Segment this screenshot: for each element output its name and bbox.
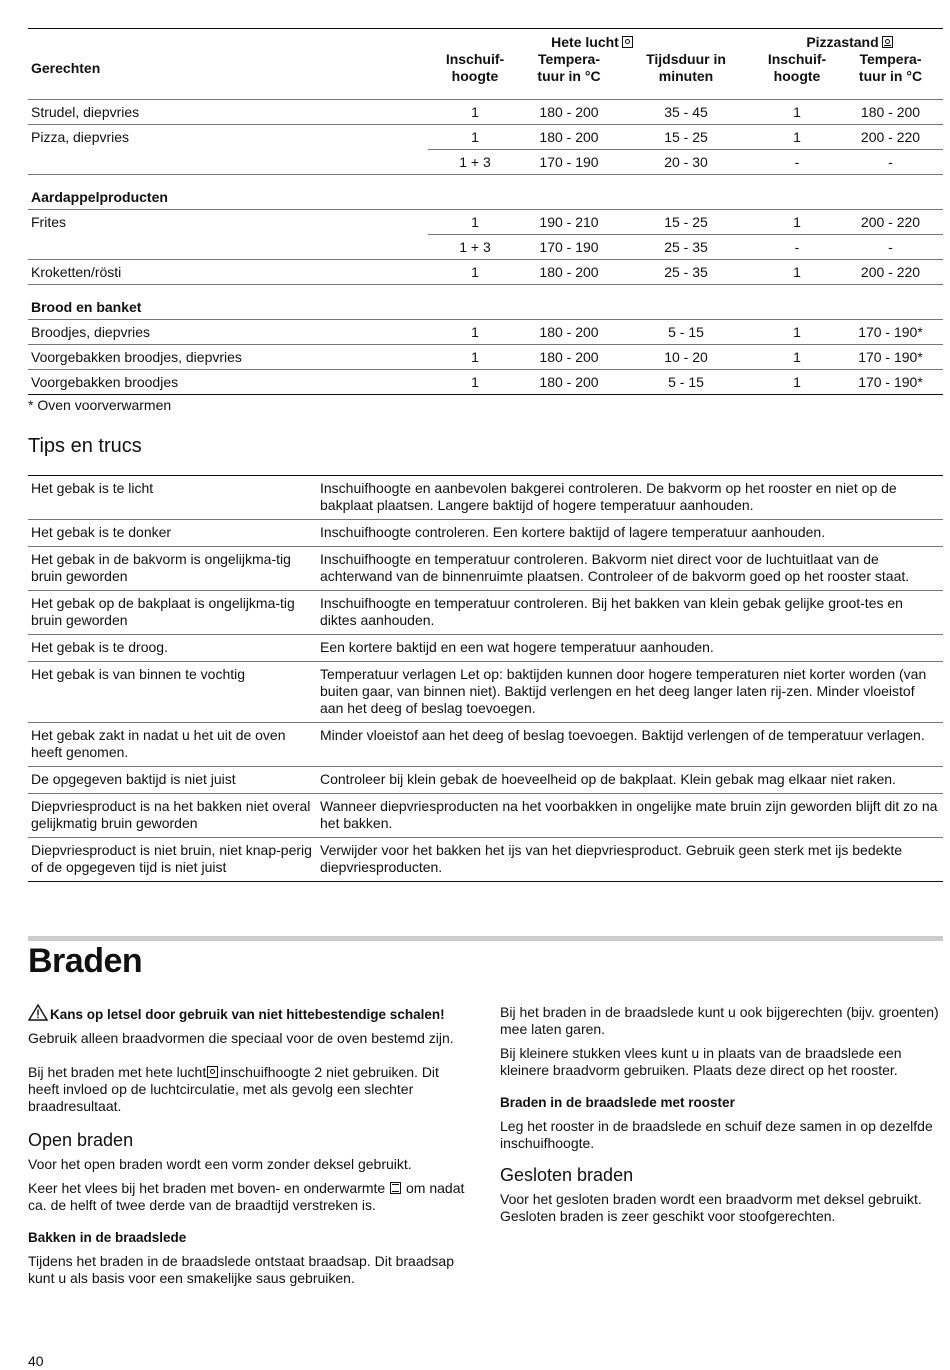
pizza-shelf-cell: 1 [756,125,838,150]
dish-cell [28,150,428,175]
pizza-shelf-cell: 1 [756,210,838,235]
solution-cell: Inschuifhoogte en temperatuur controleren. Bakvorm niet direct voor de luchtuitlaat van de achterwand van de binnenruimte plaatsen. Controleer of de bakvorm goed op het rooster staat. [317,547,943,591]
shelf-cell: 1 [428,260,522,285]
open-braden-text2-part1: Keer het vlees bij het braden met boven- en onderwarmte [28,1180,386,1196]
pizza-shelf-cell: 1 [756,260,838,285]
table-row [28,767,943,794]
shelf-cell: 1 [428,320,522,345]
pizza-shelf-cell: 1 [756,370,838,395]
pizza-temp-cell: 200 - 220 [838,125,943,150]
warning-text: Gebruik alleen braadvormen die speciaal voor de oven bestemd zijn. [28,1030,454,1046]
table-row [28,520,943,547]
small-meat-text: Bij kleinere stukken vlees kunt u in plaats van de braadslede een kleinere braadvorm gebruiken. Plaats deze direct op het rooster. [500,1045,902,1078]
right-column [500,1004,943,1232]
warning-triangle-icon [28,1004,48,1021]
time-cell: 10 - 20 [616,345,756,370]
shelf-cell: 1 [428,370,522,395]
table-row [28,662,943,723]
closed-braden-text: Voor het gesloten braden wordt een braadvorm met deksel gebruikt. Gesloten braden is zeer geschikt voor stoofgerechten. [500,1191,922,1224]
problem-cell: Diepvriesproduct is na het bakken niet overal gelijkmatig bruin geworden [28,794,317,838]
section-heading: Aardappelproducten [28,175,943,210]
shelf-cell: 1 [428,345,522,370]
hot-air-header [428,29,756,52]
dish-cell: Voorgebakken broodjes, diepvries [28,345,428,370]
pizza-temp-cell: - [838,235,943,260]
table-row [28,345,943,370]
pizza-temp-cell: 180 - 200 [860,103,921,120]
top-bottom-heat-icon [390,1182,401,1194]
time-cell: 25 - 35 [616,260,756,285]
pizza-shelf-cell: - [756,235,838,260]
dish-cell: Frites [28,210,428,235]
pizza-temp-cell: 170 - 190* [838,370,943,395]
time-cell: 25 - 35 [616,235,756,260]
dish-cell: Strudel, diepvries [31,103,140,120]
col-temp: Tempera- tuur in °C [522,51,616,100]
pizza-setting-oven-icon [882,36,893,48]
pizza-temp-cell: 200 - 220 [838,210,943,235]
temp-cell: 180 - 200 [522,345,616,370]
problem-cell: Het gebak is te donker [28,520,317,547]
problem-cell: De opgegeven baktijd is niet juist [28,767,317,794]
solution-cell: Inschuifhoogte en temperatuur controleren. Bij het bakken van klein gebak gelijke groot-tes en diktes aanhouden. [317,591,943,635]
table-row [28,370,943,395]
col-shelf: Inschuif- hoogte [428,51,522,100]
pizza-label: Pizzastand [806,34,879,50]
table-row [28,838,943,882]
time-cell: 20 - 30 [616,150,756,175]
open-braden-heading: Open braden [28,1130,134,1150]
col-time: Tijdsduur in minuten [616,51,756,100]
solution-cell: Wanneer diepvriesproducten na het voorbakken in ongelijke mate bruin zijn geworden blijft dit zo na het bakken. [317,794,943,838]
shelf-cell: 1 + 3 [428,235,522,260]
problem-cell: Diepvriesproduct is niet bruin, niet knap-perig of de opgegeven tijd is niet juist [28,838,317,882]
table-row [28,591,943,635]
table-row [28,235,943,260]
temp-cell: 180 - 200 [539,103,599,120]
dish-cell: Kroketten/rösti [28,260,428,285]
col-pizza-shelf: Inschuif- hoogte [756,51,838,100]
pizza-shelf-cell: 1 [756,320,838,345]
side-dishes-text: Bij het braden in de braadslede kunt u ook bijgerechten (bijv. groenten) mee laten garen. [500,1004,939,1037]
pizza-shelf-cell: 1 [756,345,838,370]
baking-table [28,28,943,395]
temp-cell: 170 - 190 [522,150,616,175]
time-cell: 15 - 25 [616,125,756,150]
table-row [28,547,943,591]
temp-cell: 170 - 190 [522,235,616,260]
table-row [28,125,943,150]
dish-cell [28,235,428,260]
section-heading: Brood en banket [28,285,943,320]
hot-air-note-part1: Bij het braden met hete lucht [28,1064,207,1080]
time-cell: 5 - 15 [616,320,756,345]
open-braden-text2 [28,1180,473,1214]
braden-heading: Braden [28,942,143,980]
solution-cell: Verwijder voor het bakken het ijs van het diepvriesproduct. Gebruik geen sterk met ijs bedekte diepvriesproducten. [317,838,943,882]
table-row [28,150,943,175]
rack-heading: Braden in de braadslede met rooster [500,1095,735,1110]
shelf-cell: 1 + 3 [428,150,522,175]
section-row [28,285,943,320]
hot-air-note [28,1064,473,1115]
pizza-temp-cell: 170 - 190* [838,320,943,345]
pizza-temp-cell: 200 - 220 [838,260,943,285]
hot-air-oven-icon [207,1066,218,1078]
closed-braden-heading: Gesloten braden [500,1165,634,1185]
pizza-header [756,29,943,52]
hot-air-note-part2: inschuifhoogte 2 niet gebruiken. Dit heeft invloed op de luchtcirculatie, met als gevolg een slechter braadresultaat. [28,1064,439,1114]
problem-cell: Het gebak is van binnen te vochtig [28,662,317,723]
tips-heading: Tips en trucs [28,435,142,457]
pizza-shelf-cell: - [756,150,838,175]
solution-cell: Controleer bij klein gebak de hoeveelheid op de bakplaat. Klein gebak mag elkaar niet raken. [317,767,943,794]
solution-cell: Minder vloeistof aan het deeg of beslag toevoegen. Baktijd verlengen of de temperatuur verlagen. [317,723,943,767]
open-braden-text1: Voor het open braden wordt een vorm zonder deksel gebruikt. [28,1156,412,1172]
table-row [28,794,943,838]
problem-cell: Het gebak in de bakvorm is ongelijkma-tig bruin geworden [28,547,317,591]
problem-cell: Het gebak op de bakplaat is ongelijkma-tig bruin geworden [28,591,317,635]
col-dish: Gerechten [28,51,428,100]
problem-cell: Het gebak zakt in nadat u het uit de oven heeft genomen. [28,723,317,767]
shelf-cell: 1 [428,210,522,235]
pizza-shelf-cell: 1 [793,103,801,120]
footnote: * Oven voorverwarmen [28,397,172,413]
time-cell: 35 - 45 [664,103,708,120]
hot-air-oven-icon [622,36,633,48]
shelf-cell: 1 [471,103,479,120]
left-column [28,1004,473,1294]
table-row [28,723,943,767]
temp-cell: 180 - 200 [522,370,616,395]
table-row [28,210,943,235]
hot-air-label: Hete lucht [551,34,619,50]
open-braden-text2-part2: om nadat ca. de helft of twee derde van de braadtijd verstreken is. [28,1180,465,1213]
solution-cell: Een kortere baktijd en een wat hogere temperatuur aanhouden. [317,635,943,662]
problem-cell: Het gebak is te droog. [28,635,317,662]
temp-cell: 180 - 200 [522,125,616,150]
time-cell: 15 - 25 [616,210,756,235]
solution-cell: Inschuifhoogte en aanbevolen bakgerei controleren. De bakvorm op het rooster en niet op de bakplaat plaatsen. Langere baktijd of hogere temperatuur aanhouden. [320,480,897,513]
warning-title-text: Kans op letsel door gebruik van niet hittebestendige schalen! [50,1007,445,1022]
dish-cell: Voorgebakken broodjes [28,370,428,395]
section-divider [28,936,943,941]
temp-cell: 180 - 200 [522,320,616,345]
rack-text: Leg het rooster in de braadslede en schuif deze samen in op dezelfde inschuifhoogte. [500,1118,933,1151]
dish-cell: Broodjes, diepvries [28,320,428,345]
table-row [28,635,943,662]
shelf-cell: 1 [428,125,522,150]
table-row [28,476,943,520]
table-row [28,100,943,125]
problem-cell: Het gebak is te licht [31,480,154,496]
section-row [28,175,943,210]
dish-cell: Pizza, diepvries [28,125,428,150]
page-number: 40 [28,1353,44,1369]
tips-table [28,475,943,882]
tray-heading: Bakken in de braadslede [28,1230,187,1245]
pizza-temp-cell: - [838,150,943,175]
col-pizza-temp: Tempera- tuur in °C [838,51,943,100]
solution-cell: Temperatuur verlagen Let op: baktijden kunnen door hogere temperaturen niet korter worden (van buiten gaar, van binnen niet). Baktijd verlengen en het deeg langer laten rij-zen. Minder vloeistof aan het deeg of beslag toevoegen. [317,662,943,723]
table-row [28,320,943,345]
temp-cell: 190 - 210 [522,210,616,235]
tray-text: Tijdens het braden in de braadslede ontstaat braadsap. Dit braadsap kunt u als basis voor een smakelijke saus gebruiken. [28,1253,454,1286]
warning-title [28,1004,473,1023]
pizza-temp-cell: 170 - 190* [838,345,943,370]
page [28,0,943,1369]
temp-cell: 180 - 200 [522,260,616,285]
table-row [28,260,943,285]
time-cell: 5 - 15 [616,370,756,395]
solution-cell: Inschuifhoogte controleren. Een kortere baktijd of lagere temperatuur aanhouden. [317,520,943,547]
